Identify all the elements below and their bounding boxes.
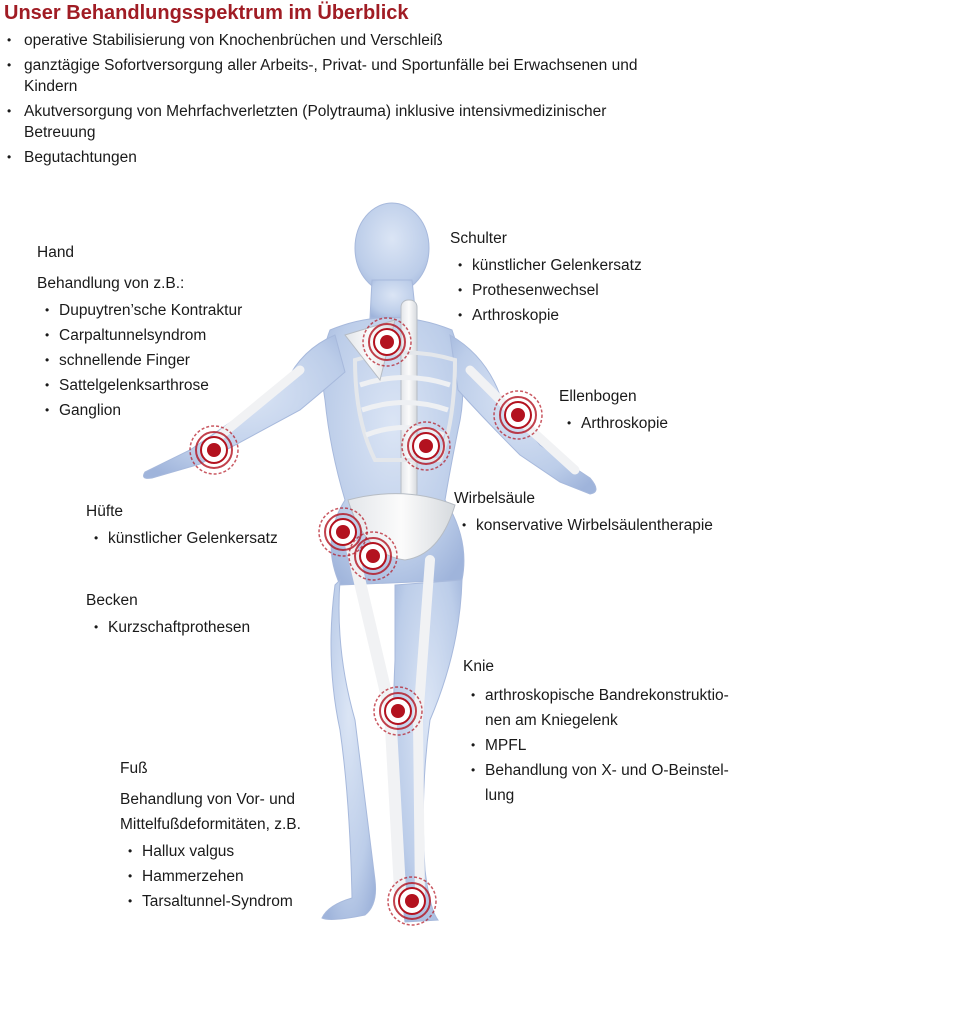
list-item: • Sattelgelenksarthrose (37, 373, 297, 398)
list-item: • MPFL (463, 733, 753, 758)
becken-title: Becken (86, 592, 138, 609)
list-item: • künstlicher Gelenkersatz (450, 253, 690, 278)
becken-list (86, 615, 286, 640)
fuss-subtitle: Behandlung von Vor- und Mittelfußdeformitäten, z.B. (120, 791, 301, 833)
becken-section (86, 588, 286, 640)
huefte-section (86, 499, 316, 551)
list-item: • Hammerzehen (120, 864, 330, 889)
wirbelsaeule-list (454, 513, 754, 538)
hand-section (37, 240, 297, 423)
wirbelsaeule-title: Wirbelsäule (454, 490, 535, 507)
hand-subtitle: Behandlung von z.B.: (37, 275, 185, 292)
fuss-list (120, 839, 330, 914)
ellenbogen-section (559, 384, 739, 436)
hand-list (37, 298, 297, 423)
huefte-title: Hüfte (86, 503, 124, 520)
knie-section (463, 654, 753, 808)
fuss-title: Fuß (120, 760, 148, 777)
list-item: • Carpaltunnelsyndrom (37, 323, 297, 348)
schulter-list (450, 253, 690, 328)
intro-item: • Akutversorgung von Mehrfachverletzten (Polytrauma) inklusive intensivmedizinischer Betreuung (4, 101, 654, 143)
knie-title: Knie (463, 658, 495, 675)
schulter-section (450, 226, 690, 328)
intro-item: • Begutachtungen (4, 147, 654, 168)
ellenbogen-title: Ellenbogen (559, 388, 637, 405)
list-item: • künstlicher Gelenkersatz (86, 526, 316, 551)
list-item: • arthroskopische Bandrekonstruktio-nen am Kniegelenk (463, 683, 753, 733)
list-item: • Kurzschaftprothesen (86, 615, 286, 640)
list-item: • Tarsaltunnel-Syndrom (120, 889, 330, 914)
list-item: • Prothesenwechsel (450, 278, 690, 303)
intro-item: • ganztägige Sofortversorgung aller Arbeits-, Privat- und Sportunfälle bei Erwachsenen und Kindern (4, 55, 654, 97)
intro-item: • operative Stabilisierung von Knochenbrüchen und Verschleiß (4, 30, 654, 51)
ellenbogen-list (559, 411, 739, 436)
list-item: • schnellende Finger (37, 348, 297, 373)
list-item: • Dupuytren’sche Kontraktur (37, 298, 297, 323)
list-item: • Ganglion (37, 398, 297, 423)
list-item: • Arthroskopie (450, 303, 690, 328)
hand-title: Hand (37, 244, 75, 261)
schulter-title: Schulter (450, 230, 507, 247)
list-item: • konservative Wirbelsäulentherapie (454, 513, 754, 538)
wirbelsaeule-section (454, 486, 754, 538)
page-title: Unser Behandlungsspektrum im Überblick (4, 2, 409, 24)
huefte-list (86, 526, 316, 551)
list-item: • Behandlung von X- und O-Beinstel-lung (463, 758, 753, 808)
knie-list (463, 683, 753, 808)
fuss-section (120, 756, 330, 914)
list-item: • Hallux valgus (120, 839, 330, 864)
list-item: • Arthroskopie (559, 411, 739, 436)
